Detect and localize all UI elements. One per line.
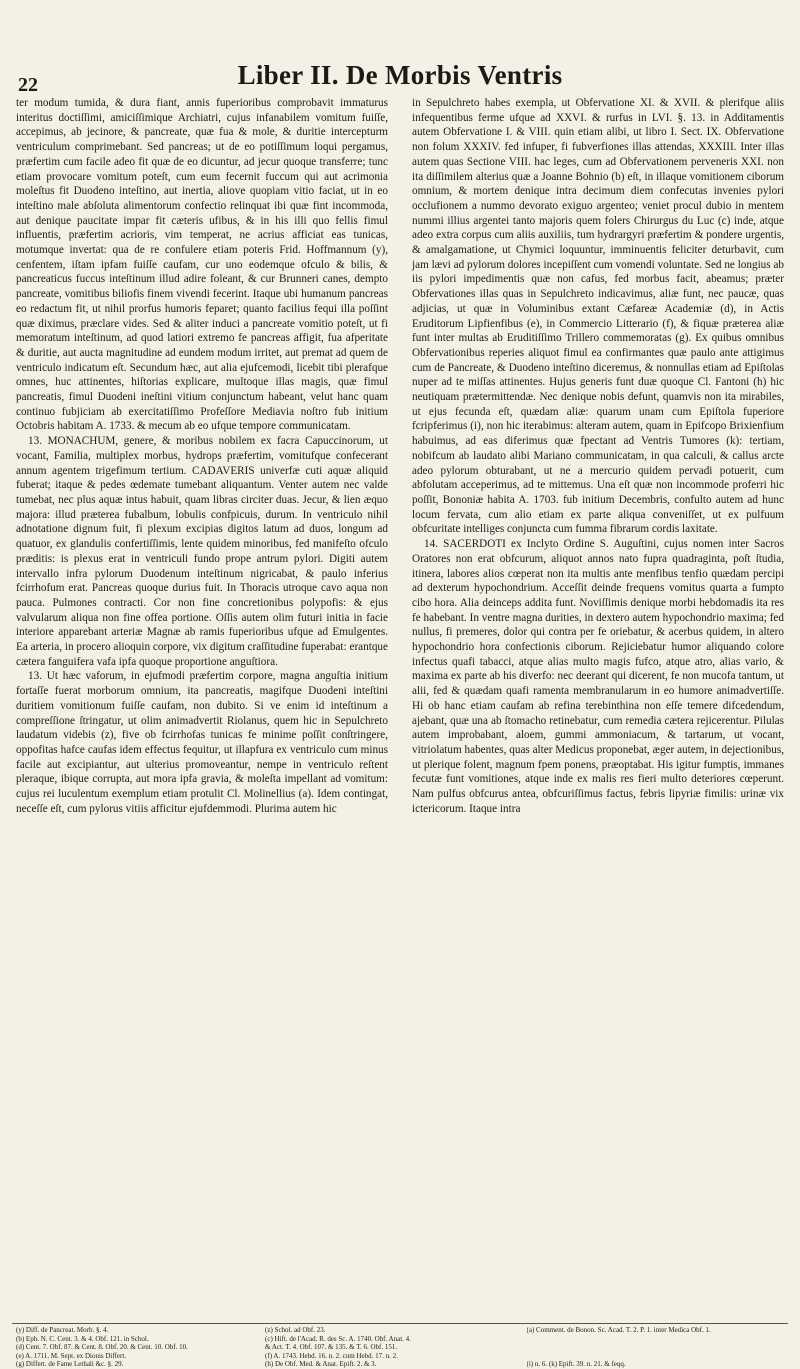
footnote: (d) Cent. 7. Obf. 87. & Cent. 8. Obf. 20. & Cent. 10. Obf. 10. — [16, 1343, 188, 1352]
footnote: & Act. T. 4. Obf. 107. & 135. & T. 6. Obf. 151. — [265, 1343, 398, 1352]
footnote: (i) n. 6. (k) Epift. 39. n. 21. & feqq. — [526, 1360, 626, 1369]
footnote: (y) Diff. de Pancreat. Morb. §. 4. — [16, 1326, 109, 1334]
paragraph: 13. MONACHUM, genere, & moribus nobilem ex facra Capuccinorum, ut vocant, Familia, multiplex morbus, hydrops præfertim, vomitufque confecerant annum agentem trigefimum tertium. CADAVERIS univerfæ cuti aquæ aliquid fuberat; itaque & pedes œdemate tumebant aliquantum. Venter autem nec valde tumebat, nec plus aquæ intus habuit, quam libras circiter duas. Jecur, & lien æquo majora: illud præterea fubalbum, lobulis confpicuis, durum. In ventriculo nihil adnotatione dignum fuit, fi plexum excipias digitos latum ad duos, longum ad quatuor, ex glandulis confertiſſimis, lente quidem minoribus, fed manifeſto ofculo præditis: is plexus erat in ventriculi fundo prope antrum pylori. Digiti autem intervallo infra pylorum Duodenum inteſtinum nigricabat, & paulo inferius fcirrhofum erat. Pancreas quoque durius fuit. In Thoracis utroque cavo aqua non pauca. Pulmones contracti. Cor non fine concretionibus polypofis: & ejus valvularum aliqua non fine offea portione. Oſſis autem olim futuri initia in facie interiore apparebant arteriæ Magnæ ab ramis fuperioribus ufque ad Emulgentes. Ea arteria, in procero alioquin corpore, vix digitum craſſitudine fuperabat: erantque cætera fanguifera vafa ipfa quoque proportione anguſtiora. — [16, 435, 388, 668]
footnote — [527, 1352, 788, 1361]
footnote-row — [16, 1335, 788, 1344]
footnote: (e) A. 1711. M. Sept. ex Dionis Differt. — [16, 1351, 127, 1360]
footnote: (h) De Obf. Med. & Anat. Epift. 2. & 3. — [265, 1360, 377, 1369]
footnote: (c) Hift. de l'Acad. R. des Sc. A. 1740. Obf. Anat. 4. — [265, 1334, 411, 1343]
footnote: (z) Schol. ad Obf. 23. — [265, 1326, 326, 1334]
footnote: (a) Comment. de Bonon. Sc. Acad. T. 2. P. 1. inter Medica Obf. 1. — [526, 1326, 711, 1334]
paragraph: 13. Ut hæc vaforum, in ejufmodi præfertim corpore, magna anguſtia initium fortaſſe fuerat morborum omnium, ita pancreatis, magifque Duodeni inteſtini duritiem vomitionum fuiſſe caufam, non dubito. Si ve enim id inteſtinum a compreſſione ſtringatur, ut olim animadvertit Riolanus, quem hic in Sepulchreto laudatum videbis (z), five ob fcirrhofas tunicas fe minime poſſit conſtringere, oppofitas hafce caufas idem effectus fequitur, ut illapfura ex ventriculo cum minus facile aut excipiantur, aut ulterius promoveantur, nempe in ventriculo reſtent pleraque, ibique corrupta, aut mora ipfa gravia, & moleſta impellant ad vomitum: cujus rei luculentum exemplum etiam protulit Cl. Molinellius (a). Idem contingat, neceſſe eſt, cum pylorus vitiis afficitur ejufdemmodi. Plurima autem hic — [16, 670, 388, 815]
paragraph: in Sepulchreto habes exempla, ut Obfervatione XI. & XVII. & plerifque aliis infequentibus ferme ufque ad XXVI. & rurfus in LVI. §. 13. in Additamentis autem Obfervatione I. & VIII. quin etiam alibi, ut libro I. Sect. IX. Obfervatione non folum XXXIV. fed infuper, fi fubverfiones illas attendas, XXXIII. Inter illas autem quas Sectione VIII. hac leges, cum ad Obfervationem perveneris XXI. non ita diſſimilem alterius quæ a Joanne Bohnio (b) eſt, in illaque vomitionem ciborum omnium, & mortem denique intra decimum diem confecutas invenies pylori occlufionem a nummo devorato exiguo argenteo; veniet procul dubio in mentem nummi illius argentei tanto majoris quem folers Chirurgus du Luc (c) inde, atque adeo extra corpus cum aliis auxiliis, tum hydrargyri præfertim & pondere urgentis, & amalgamatione, ut Chymici loquuntur, imminuentis feliciter deturbavit, cum jam lævi ad pylorum dolores incepiſſent cum vomendi voluntate. Sed ne longius ab iis pylori impedimentis quæ non cafus, fed morbus facit, abeamus; præter Obfervationes illas quas in Sepulchreto indicavimus, aliæ funt, nec paucæ, quas adjicias, ut quæ in Voluminibus extant Cæfareæ Academiæ (d), in Actis Eruditorum Lipfienfibus (e), in Commercio Litterario (f), & fiquæ præterea aliæ funt inter multas ab Eruditiſſimo Trillero commemoratas (g). Ex quibus omnibus Obfervationibus reperies aliquot fimul ea confirmantes quæ paulo ante attigimus cum de Pancreate, & Duodeno inteſtino diceremus, & nonnullas etiam ad Epiſtolas nuper ad te miſſas attinentes. Hujus generis funt duæ quoque Cl. Fantoni (h) hic neutiquam prætermittendæ. Nec denique nobis defunt, quamvis non ita mirabiles, ut ejus fecunda eſt, quædam aliæ: quarum unam cum Epiſtola fuperiore fcripferimus (i), non hic iterabimus: alteram autem, quam in Epifcopo Brixienfium habuimus, ad eas diferimus quæ fpectant ad Ventris Tumores (k): tertiam, nobifcum ab laudato alibi Mariano communicatam, in qua calculi, & callus arcte adeo pylorum obturabant, ut ne a mercurio quidem pervadi potuerit, cum abfolutam acceperimus, ad te mittemus. Una eſt quæ non incommode proferri hic poſſit, Bononiæ habita A. 1703. fub initium Decembris, confulto autem ad hunc locum fervata, cum alio etiam ex parte aliqua conveniſſet, ut ex pulfuum obfcuritate intelliges conjuncta cum fumma fibrarum cordis laxitate. — [412, 97, 784, 536]
footnote: (b) Eph. N. C. Cent. 3. & 4. Obf. 121. in Schol. — [16, 1334, 149, 1343]
paragraph: 14. SACERDOTI ex Inclyto Ordine S. Auguſtini, cujus nomen inter Sacros Oratores non erat obfcurum, aliquot annos nato fupra quadraginta, poſt ſtudia, itinera, labores alios cœperat non ita multis ante menfibus tenfio quædam percipi ad dexterum hypochondrium. Acceſſit deinde frequens vomitus quarta a fumpto cibo hora. Alia deinceps addita funt. Noviſſimis denique morbi hebdomadis ita res fe habebant. In ventre magna durities, in dextero autem hypochondrio maxima; fed nullus, fi premeres, dolor qui contra per fe oriebatur, & acerbus quidem, in altero hypochondrio hora confectionis ciborum. Rejiciebatur humor aliquando colore infectus quafi tabacci, atque alias multo magis fufco, atque atro, alias vario, & maxima ex parte ab his diverfo: nec deerant qui dicerent, fe non mucofa tantum, ut alii, fed & quædam quafi ramenta membranularum in eo humore animadvertiſſe. Hi ob hanc etiam caufam ab refina terebinthina non eſſe temere difcedendum, ajebant, quæ una ab ſtomacho retinebatur, cum remedia cætera rejicerentur. Pilulas autem improbabant, aloem, gummi ammoniacum, & tartarum, ut vocant, vitriolatum habentes, quas alter Medicus proponebat, æger autem, in dejectionibus, ut plerique folent, magnum fpem ponens, præoptabat. His igitur fumptis, immanes fecutæ funt vomitiones, atque inde ex malis res fieri multo deteriores cœperunt. Nam pulfus obfcurus antea, obfcuriſſimus factus, febris lipyriæ fimilis: urinæ vix ictericorum. Itaque intra — [412, 538, 784, 815]
footnote-rule — [12, 1323, 788, 1324]
paragraph: ter modum tumida, & dura fiant, annis fuperioribus comprobavit immaturus interitus doctiſſimi, amiciſſimique Archiatri, cujus infanabilem vomitum fuiſſe, accepimus, ab jecinore, & pancreate, quæ fua & mole, & duritie intercepturm ventriculum comprimebant. Sed pancreas; ut de eo potiſſimum loqui pergamus, præfertim cum facile adeo fit quæ de eo dicuntur, ad jecur quoque transferre; tunc etiam provocare vomitum poteſt, cum eum fecernit fuccum qui aut acrimonia moleſtus fit Duodeno inteſtino, aut inertia, aliove quopiam vitio faciat, ut in eo inteſtino male abſoluta alimentorum confectio relinquat ibi quæ fint incommoda, aut denique paucitate impar fit cæteris ufibus, & in his illi quo fellis fimul influentis, præfertim acrioris, vim temperat, ne acrius afficiat eas tunicas, motumque invertat: qua de re confulere etiam poteris Frid. Hoffmannum (y), cenfentem, iſtam ipfam fuiſſe caufam, cur uno eodemque ofculo & bilis, & pancreaticus fuccus inteſtinum illud adire foleant, & cur Brunneri canes, dempto pancreate, vomitibus biliofis finem vivendi fecerint. Itaque ubi humanum pancreas eo redactum fit, ut nihil prorfus humoris feparet; quanto facilius fequi illa poſſint quæ diximus, præclare vides. Sed & aliter induci a pancreate vomitio poteſt, ut fi memoratum inteſtinum, ad quod latiori extremo fe pancreas affigit, fua afperitate & duritie, aut aucta magnitudine ad eundem modum irritet, aut premat ad quem de ventriculo indicatum eſt. Secundum hæc, aut alia ejufcemodi, licebit tibi plerafque omnes, huc attinentes, hiſtorias explicare, multoque illas magis, quæ fimul pancreatis, fimul Duodeni ineſtini vitium conjunctum habeant, velut hanc quam continuo fubjiciam ab exercitatiſſimo Profeſſore Mediavia noſtro fub initium Octobris habitam A. 1733. & mecum ab eo ufque tempore communicatam. — [16, 97, 388, 433]
right-column — [412, 96, 784, 816]
footnote: (g) Differt. de Fame Lethali &c. §. 29. — [16, 1360, 124, 1369]
page-header — [0, 52, 800, 96]
footnote — [527, 1335, 788, 1344]
left-column — [16, 96, 388, 816]
footnotes — [16, 1326, 788, 1369]
footnote-row — [16, 1360, 788, 1369]
footnote-row — [16, 1343, 788, 1352]
footnote-row — [16, 1326, 788, 1335]
footnote-row — [16, 1352, 788, 1361]
footnote — [527, 1343, 788, 1352]
running-title: Liber II. De Morbis Ventris — [237, 60, 563, 90]
footnote: (f) A. 1743. Hebd. 16. n. 2. cum Hebd. 17. n. 2. — [265, 1351, 398, 1360]
page-number: 22 — [18, 74, 38, 96]
